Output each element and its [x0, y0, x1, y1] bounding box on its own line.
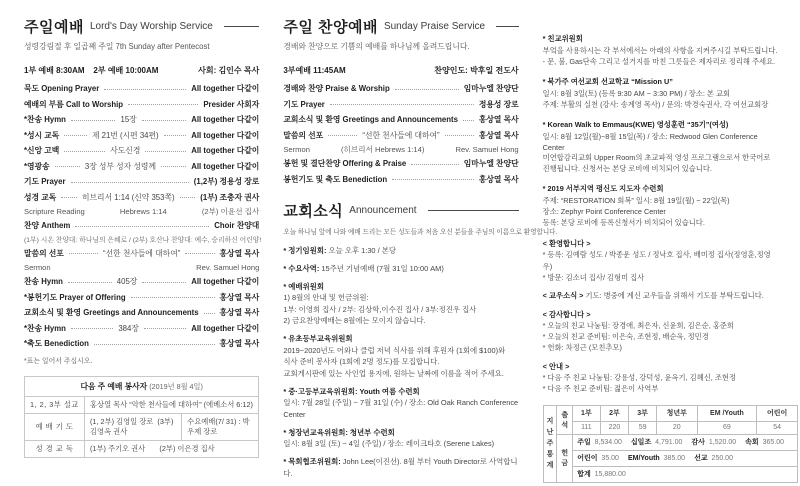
stats-attendance-value: 220 [600, 421, 629, 434]
table-cell: (1, 2부) 김영일 장로 (3부) 김영옥 권사 [84, 413, 181, 440]
dotted-leader [180, 196, 196, 198]
service-sub-person: Rev. Samuel Hong [455, 145, 519, 154]
stats-offering-pair: 십일조 4,791.00 [630, 439, 683, 447]
service-item-label: 찬송 Hymn [24, 277, 63, 287]
notice-item [543, 184, 778, 229]
stats-attendance-value: 69 [697, 421, 757, 434]
stats-offering-key: 선교 [694, 455, 708, 463]
announcement-title: * 예배위원회 [283, 281, 324, 291]
stats-offering-key: 합계 [577, 471, 591, 479]
dotted-leader [144, 327, 186, 329]
table-cell: 1, 2, 3부 설교 [25, 396, 85, 413]
group-line: * 다음 주 친교 나눔팀: 강용성, 강덕성, 윤옥기, 김혜신, 조현정 [542, 373, 736, 383]
announcements-intro: 오늘 하나님 앞에 나와 예배 드리는 모든 성도들과 처음 오신 분들을 주님의 이름으로 환영합니다. [283, 229, 558, 236]
service-item-person: 홍상열 목사 [478, 115, 519, 125]
group-inline-text: 기도: 병중에 계신 교우들을 위해서 기도를 부탁드립니다. [585, 291, 764, 301]
service-row [24, 81, 259, 97]
service-item-detail: 3장 성부 성자 성령께 [84, 161, 156, 171]
stats-offering-key: EM/Youth [627, 455, 660, 463]
service-sub-detail: Hebrews 1:14 [119, 207, 167, 216]
notice-line: 일시: 8월 3일(토) (등록 9:30 AM ~ 3:30 PM) / 장소: 본 교회 [542, 88, 731, 98]
service-row-subline [283, 143, 518, 156]
group-line: * 방문: 김소녀 집사/ 김형미 집사 [542, 272, 645, 282]
announcements-title-english: Announcement [349, 205, 417, 216]
service-item-person: All together 다같이 [191, 323, 260, 333]
service-item-label: 봉헌기도 및 축도 Benediction [283, 174, 388, 184]
welcome-thanks-groups [543, 238, 778, 402]
dotted-leader [204, 312, 215, 314]
choir-note: (1부) 시온 찬양대: 하나님의 은혜로 / (2부) 호산나 찬양대: 예수, 승리하신 어린양! [24, 236, 262, 244]
worship-service-column [24, 16, 262, 478]
service-item-person: 홍상열 목사 [478, 174, 519, 184]
dotted-leader [68, 281, 112, 283]
worship-title-korean: 주일예배 [24, 19, 84, 36]
stats-offering-row [543, 450, 797, 466]
announcement-item [283, 263, 518, 274]
service-item-label: *찬송 Hymn [24, 115, 66, 125]
service-sub-person: (2부) 이윤선 집사 [201, 207, 260, 216]
dotted-leader [445, 134, 474, 136]
stats-offering-line [573, 434, 798, 450]
table-cell: 홍상열 목사 “악한 천사들에 대하여” (에베소서 6:12) [84, 396, 258, 413]
announcement-item [283, 245, 518, 256]
notice-line: 장소: Zephyr Point Conference Center [542, 207, 666, 217]
header-rule [496, 26, 519, 27]
worship-order-list [24, 81, 262, 352]
notice-group [543, 290, 778, 301]
stats-attendance-value: 54 [757, 421, 798, 434]
notice-title: * 2019 서부지역 평신도 지도자 수련회 [542, 184, 664, 194]
group-header: < 안내 > [542, 361, 570, 371]
table-cell: 예 배 기 도 [25, 413, 85, 440]
stats-offering-line [573, 466, 798, 482]
service-item-detail: 히브리서 1:14 (신약 353쪽) [81, 192, 175, 202]
notice-item [543, 77, 778, 111]
table-caption-title: 다음 주 예배 봉사자 [80, 381, 148, 391]
service-sub-label: Sermon [283, 145, 310, 154]
service-item-detail: 384장 [118, 323, 139, 333]
dotted-leader [330, 103, 474, 105]
service-item-label: 기도 Prayer [283, 99, 325, 109]
stats-offering-row [543, 466, 797, 482]
service-item-label: 찬양 Anthem [24, 221, 71, 231]
announcement-line: 1) 8월의 안내 및 헌금위원: [283, 293, 369, 303]
service-item-person: (1부) 조충자 권사 [200, 192, 260, 202]
dotted-leader [71, 327, 113, 329]
service-item-person: All together 다같이 [191, 277, 260, 287]
stats-attendance-header: EM /Youth [697, 405, 757, 421]
dotted-leader [185, 252, 214, 254]
stats-offering-pair: 합계 15,880.00 [577, 471, 626, 479]
header-rule [224, 26, 259, 27]
header-rule [428, 210, 519, 211]
dotted-leader [164, 134, 187, 136]
service-item-person: 홍상열 목사 [219, 292, 260, 302]
service-item-detail: “선한 천사들에 대하여” [103, 248, 181, 258]
service-row [283, 81, 518, 97]
stats-offering-key: 어린이 [577, 455, 598, 463]
stats-values-row [543, 421, 797, 434]
stats-attendance-header: 1부 [573, 405, 600, 421]
service-item-person: 임마누엘 찬양단 [463, 84, 519, 94]
service-sub-label: Sermon [24, 263, 51, 272]
service-row [24, 336, 259, 352]
announcement-title: * 중·고등부교육위원회: Youth 여름 수련회 [283, 386, 420, 396]
announcement-title: * 청장년교육위원회: 청년부 수련회 [283, 427, 395, 437]
announcement-item [283, 281, 518, 327]
announcement-line: 일시: 7월 28일 (주일) ~ 7월 31일 (수) / 장소: Old Oak Ranch Conference Center [283, 398, 519, 419]
stats-offering-key: 감사 [691, 439, 705, 447]
service-item-label: 경배와 찬양 Praise & Worship [283, 84, 390, 94]
praise-subtitle: 경배와 찬양으로 기쁨의 예배를 하나님께 올려드립니다. [283, 42, 470, 51]
notice-group [543, 309, 778, 354]
announcements-header [283, 200, 518, 221]
table-row [25, 396, 259, 413]
stats-offering-pair: 주일 8,534.00 [577, 439, 622, 447]
stats-offering-pair: 감사 1,520.00 [691, 439, 737, 447]
service-item-person: All together 다같이 [191, 115, 260, 125]
praise-order-list [283, 81, 518, 187]
table-cell: 수요예배(7/ 31) : 박우제 장로 [182, 413, 259, 440]
service-row [283, 172, 518, 188]
dotted-leader [395, 88, 459, 90]
praise-leader-name: 찬양인도: 박후일 전도사 [434, 66, 519, 75]
service-item-label: 묵도 Opening Prayer [24, 84, 100, 94]
service-item-label: *성시 교독 [24, 130, 60, 140]
dotted-leader [104, 88, 186, 90]
announcement-title: * 수요사역: [283, 263, 320, 273]
dotted-leader [463, 119, 474, 121]
dotted-leader [61, 196, 77, 198]
table-row [25, 440, 259, 457]
service-item-person: 홍상열 목사 [219, 248, 260, 258]
dotted-leader [64, 150, 105, 152]
stats-offering-pair: 선교 250.00 [694, 455, 733, 463]
service-item-person: Presider 사회자 [203, 99, 260, 109]
service-item-label: 교회소식 및 환영 Greetings and Announcements [24, 308, 199, 318]
dotted-leader [64, 134, 87, 136]
notice-title: * 북가주 여선교회 선교학교 “Mission U” [542, 76, 673, 86]
committee-notices-list [543, 34, 778, 238]
worship-subtitle: 성령강림절 후 일곱째 주일 7th Sunday after Pentecost [24, 42, 210, 51]
notice-title: * Korean Walk to Emmaus(KWE) 영성훈련 “35기”(여성) [542, 119, 729, 129]
worship-info-row [24, 65, 259, 76]
notice-line: 미연합감리교회 Upper Room의 초교파적 영성 프로그램으로서 한국어로 진행됩니다. 신청서는 본당 로비에 비치되어 있습니다. [542, 153, 771, 174]
praise-service-header [283, 16, 518, 37]
group-header: < 교우소식 > 기도: 병중에 계신 교우들을 위해서 기도를 부탁드립니다. [542, 291, 764, 301]
praise-info-row [283, 65, 518, 76]
service-item-person: All together 다같이 [191, 161, 260, 171]
service-item-person: 임마누엘 찬양단 [463, 159, 519, 169]
announcement-item [283, 333, 518, 379]
service-row [283, 156, 518, 172]
service-item-person: 홍상열 목사 [219, 308, 260, 318]
dotted-leader [142, 119, 187, 121]
service-row [24, 274, 259, 290]
stats-side-label: 지난 주 통계 [543, 405, 557, 482]
service-item-person: All together 다같이 [191, 130, 260, 140]
group-line: * 오늘의 친교 나눔팀: 장경애, 최은자, 신윤희, 김은순, 홍준희 [542, 320, 734, 330]
service-item-detail: 사도신경 [110, 146, 141, 156]
service-item-detail: 15장 [120, 115, 137, 125]
announcement-item [283, 427, 518, 450]
service-row [24, 159, 259, 175]
notice-line: 부엌을 사용하시는 각 부서에서는 아래의 사항을 지켜주시길 부탁드립니다. [542, 45, 778, 55]
worship-service-header [24, 16, 259, 37]
service-item-label: 교회소식 및 환영 Greetings and Announcements [283, 115, 458, 125]
service-times: 1부 예배 8:30AM 2부 예배 10:00AM [24, 66, 159, 75]
dotted-leader [71, 119, 116, 121]
notice-line: 일시: 8월 12일(월)~8월 15일(목) / 장소: Redwood Glen Conference Center [542, 131, 758, 152]
dotted-leader [145, 150, 186, 152]
service-sub-person: Rev. Samuel Hong [196, 263, 260, 272]
notice-group [543, 361, 778, 395]
announcements-title-korean: 교회소식 [283, 203, 344, 220]
last-week-statistics-table [543, 405, 798, 483]
stats-offering-label: 헌금 [557, 434, 573, 482]
announcement-line: 2019~2020년도 어와나 클럽 저녁 식사를 위해 후원자 (1회에 $100)와 [283, 345, 506, 355]
service-item-detail: 405장 [116, 277, 138, 287]
service-item-label: 말씀의 선포 [24, 248, 64, 258]
stats-offering-pair: 어린이 35.00 [577, 455, 619, 463]
table-caption-row [25, 376, 259, 396]
dotted-leader [131, 296, 215, 298]
stats-offering-key: 속회 [745, 439, 759, 447]
service-item-label: 예배의 부름 Call to Worship [24, 99, 124, 109]
service-row [24, 143, 259, 159]
service-row-subline [24, 261, 259, 274]
group-line: * 다음 주 친교 준비팀: 젊은이 사역부 [542, 384, 659, 394]
service-row [24, 190, 259, 206]
service-item-person: All together 다같이 [191, 146, 260, 156]
group-line: * 헌화: 차정근 (모친추모) [542, 343, 622, 353]
service-item-person: (1,2부) 정용성 장로 [193, 177, 260, 187]
stats-offering-pair: 속회 365.00 [745, 439, 785, 447]
announcement-title: * 정기임원회: [283, 246, 327, 255]
service-row [24, 321, 259, 337]
notice-title: * 친교위원회 [542, 34, 583, 43]
service-item-label: 기도 Prayer [24, 177, 66, 187]
service-item-label: 말씀의 선포 [283, 130, 324, 140]
group-header: < 환영합니다 > [542, 239, 591, 249]
dotted-leader [128, 103, 198, 105]
announcement-inline-text: 15주년 기념예배 (7월 31일 10:00 AM) [321, 263, 444, 273]
notice-line: 주제: 부활의 실천 (강사: 송계영 목사) / 문의: 박경숙권사, 각 여선교회장 [542, 99, 769, 109]
dotted-leader [71, 181, 189, 183]
stats-header-row [543, 405, 797, 421]
table-cell: (1부) 주기오 권사 (2부) 이은경 집사 [84, 440, 258, 457]
announcement-inline-text: 오늘 오후 1:30 / 본당 [328, 246, 396, 255]
stand-footnote: *표는 일어서 주십시오. [24, 357, 93, 365]
dotted-leader [161, 165, 186, 167]
service-item-label: *축도 Benediction [24, 339, 89, 349]
service-item-person: All together 다같이 [191, 84, 260, 94]
service-item-label: *신앙 고백 [24, 146, 60, 156]
dotted-leader [55, 165, 80, 167]
table-cell: 성 경 교 독 [25, 440, 85, 457]
notice-line: 등록: 본당 로비에 등록신청서가 비치되어 있습니다. [542, 218, 705, 228]
stats-attendance-header: 청년부 [656, 405, 697, 421]
stats-attendance-header: 2부 [600, 405, 629, 421]
announcement-line: 2) 금요찬양예배는 8월에는 모이지 않습니다. [283, 316, 426, 326]
announcement-title: * 유초등부교육위원회 [283, 334, 353, 344]
service-row [283, 128, 518, 144]
announcement-item [283, 386, 518, 420]
service-row [24, 305, 259, 321]
service-row [24, 97, 259, 113]
service-item-label: 봉헌 및 결단찬양 Offering & Praise [283, 159, 407, 169]
dotted-leader [328, 134, 357, 136]
dotted-leader [392, 178, 474, 180]
service-row [24, 128, 259, 144]
stats-attendance-value: 20 [656, 421, 697, 434]
service-item-label: *영광송 [24, 161, 50, 171]
service-row [24, 112, 259, 128]
service-row [24, 218, 259, 234]
service-row [24, 174, 259, 190]
notice-line: - 문, 불, Gas단속 그리고 설거지를 마친 그릇들은 제자리로 정리해 주세요. [542, 56, 776, 66]
announcement-line: 교회게시판에 있는 사인업 용지에, 원하는 날짜에 이름을 적어 주세요. [283, 368, 504, 378]
service-row-subline [24, 205, 259, 218]
dotted-leader [411, 163, 459, 165]
announcement-line: 식사 준비 봉사자 (1회에 2명 정도)를 모집합니다. [283, 357, 440, 367]
group-line: * 등록: 김예람 성도 / 박종운 성도 / 정낙호 집사, 배미정 집사(정영훈,정영우) [542, 250, 771, 271]
announcements-list [283, 245, 518, 485]
service-sub-label: Scripture Reading [24, 207, 85, 216]
service-item-label: *찬송 Hymn [24, 323, 66, 333]
stats-offering-line [573, 450, 798, 466]
stats-offering-row [543, 434, 797, 450]
announcement-title: * 목회협조위원회: [283, 457, 341, 467]
group-header: < 감사합니다 > [542, 309, 591, 319]
stats-attendance-value: 59 [629, 421, 656, 434]
service-row [283, 97, 518, 113]
service-row [24, 246, 259, 262]
worship-title-english: Lord's Day Worship Service [89, 21, 213, 32]
praise-title-english: Sunday Praise Service [383, 21, 486, 32]
service-row [283, 112, 518, 128]
service-item-detail: “선한 천사들에 대하여” [362, 130, 440, 140]
service-item-person: 홍상열 목사 [219, 339, 260, 349]
stats-attendance-header: 3부 [629, 405, 656, 421]
notice-group [543, 238, 778, 283]
table-row [25, 413, 259, 440]
stats-offering-key: 십일조 [630, 439, 652, 447]
presider-name: 사회: 김인수 목사 [198, 66, 260, 75]
service-item-person: Choir 찬양대 [214, 221, 260, 231]
announcement-inline-text: John Lee(이진선). 8월 부터 Youth Director로 사역합니다. [283, 457, 518, 478]
group-line: * 오늘의 친교 준비팀: 이은숙, 조현정, 배순욱, 정민경 [542, 332, 709, 342]
notice-item [543, 120, 778, 176]
service-item-person: 홍상열 목사 [478, 130, 519, 140]
dotted-leader [75, 225, 209, 227]
service-row [24, 290, 259, 306]
notice-item [543, 34, 778, 68]
announcement-item [283, 456, 518, 479]
stats-attendance-header: 어린이 [757, 405, 798, 421]
notice-line: 주제: “RESTORATION 회복” 일시: 8월 19일(월) ~ 22일(목) [542, 196, 730, 206]
notices-column [542, 16, 788, 479]
service-item-label: 성경 교독 [24, 192, 57, 202]
service-item-detail: 제 21번 (시편 34편) [91, 130, 159, 140]
announcement-line: 일시: 8월 3일 (토) ~ 4일 (주일) / 장소: 레이크타호 (Serene Lakes) [283, 439, 495, 449]
announcement-line: 1부: 이영희 집사 / 2부: 김상학,이수진 집사 / 3부:정진우 집사 [283, 304, 477, 314]
service-sub-detail: (히브리서 Hebrews 1:14) [341, 145, 425, 154]
service-item-person: 정용성 장로 [478, 99, 519, 109]
praise-service-time: 3부예배 11:45AM [283, 66, 346, 75]
stats-offering-pair: EM/Youth 385.00 [627, 455, 686, 463]
table-caption-date: (2019년 8월 4일) [149, 381, 203, 391]
dotted-leader [69, 252, 98, 254]
stats-attendance-value: 111 [573, 421, 600, 434]
table-caption-cell [25, 376, 259, 396]
stats-attendance-label: 출석 [557, 405, 573, 434]
stats-offering-key: 주일 [577, 439, 591, 447]
dotted-leader [94, 343, 215, 345]
next-week-servants-table [24, 376, 259, 458]
dotted-leader [142, 281, 186, 283]
service-item-label: *봉헌기도 Prayer of Offering [24, 292, 126, 302]
praise-title-korean: 주일 찬양예배 [283, 19, 378, 36]
